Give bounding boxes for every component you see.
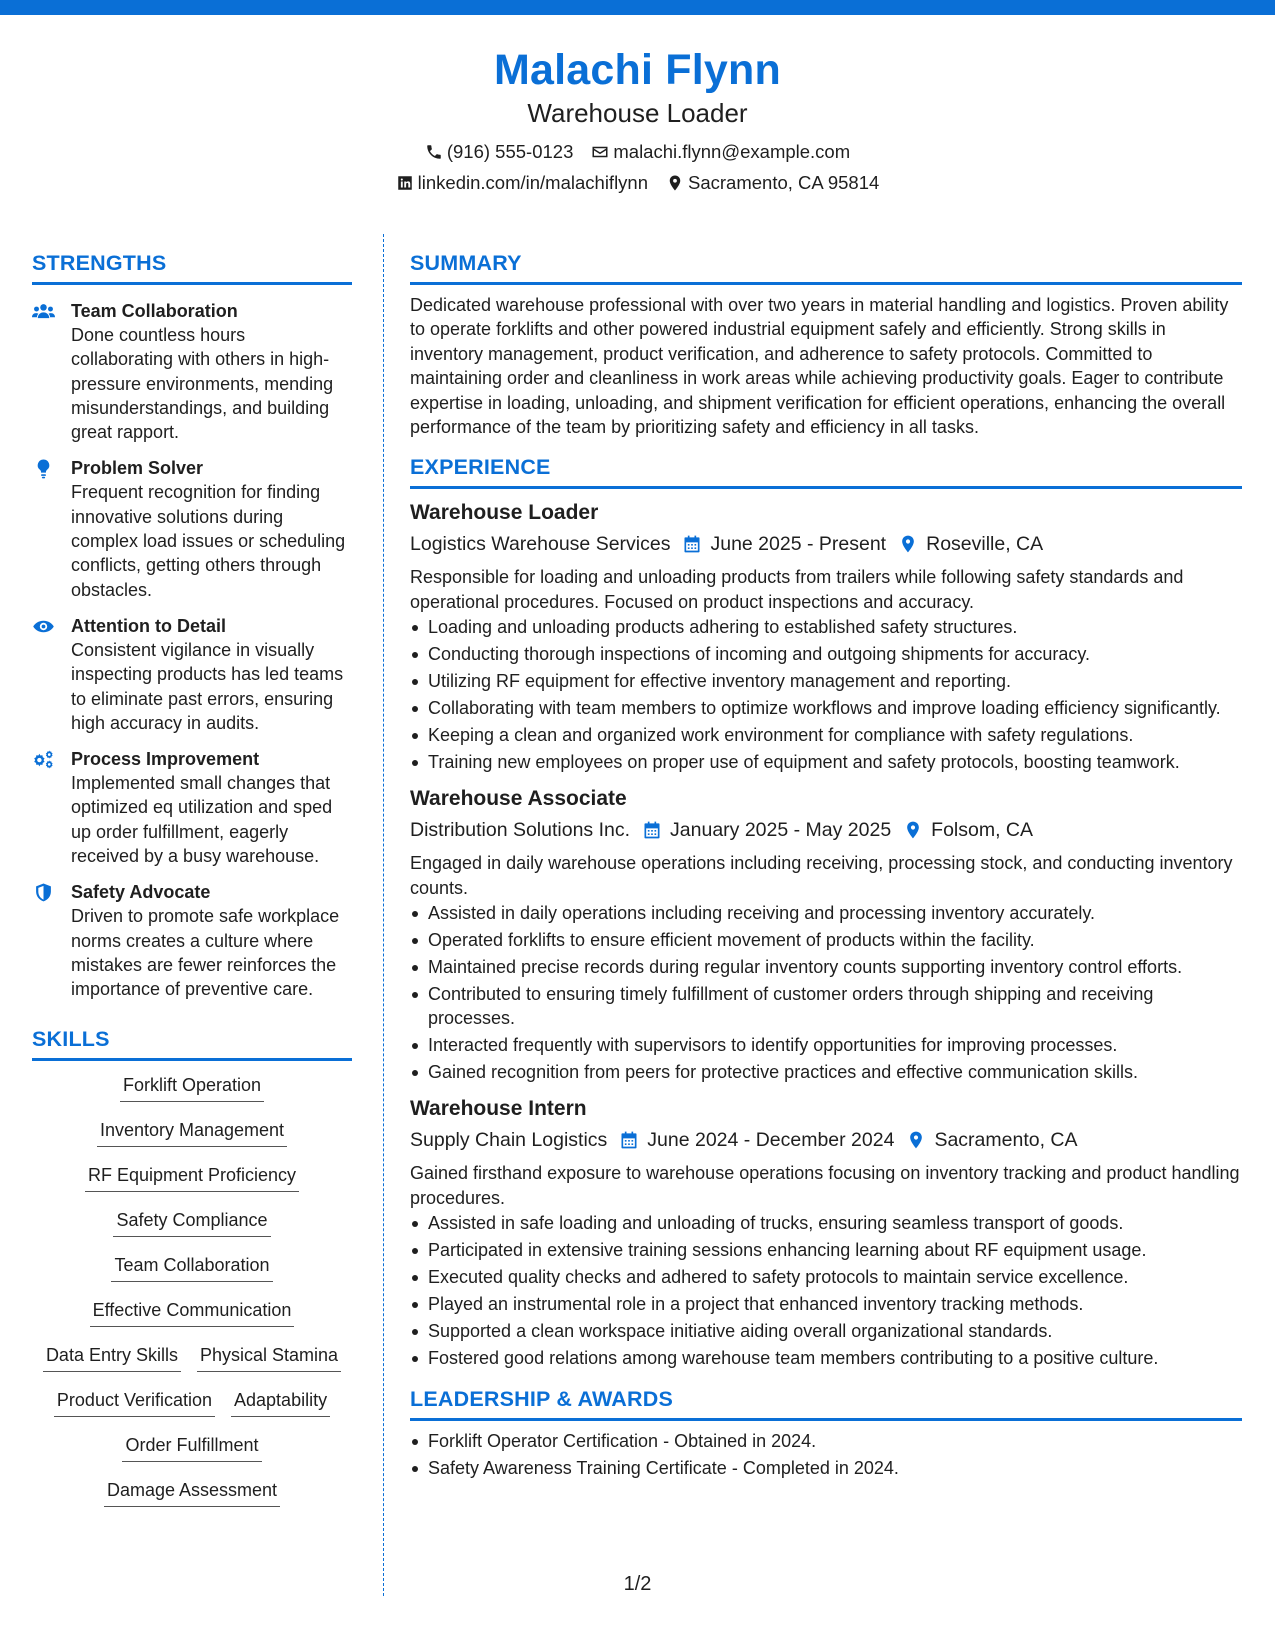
lightbulb-icon: [32, 458, 55, 479]
strength-item: [32, 456, 352, 601]
experience-heading: EXPERIENCE: [410, 452, 1242, 489]
strength-item: [32, 614, 352, 735]
email-text: malachi.flynn@example.com: [613, 141, 851, 162]
team-icon: [32, 301, 55, 322]
bullet-item: Gained recognition from peers for protective practices and effective communication skills.: [410, 1060, 1242, 1084]
leadership-list: [410, 1429, 1242, 1480]
phone-contact: [425, 140, 574, 164]
skill-tag: Forklift Operation: [120, 1073, 264, 1102]
linkedin-contact[interactable]: [396, 171, 648, 195]
right-column: [410, 248, 1242, 1483]
strength-desc: Consistent vigilance in visually inspecting products has led teams to eliminate past errors, ensuring high accuracy in audits.: [71, 639, 344, 733]
skill-row: [32, 1343, 352, 1388]
phone-icon: [425, 143, 443, 161]
job-location: Roseville, CA: [926, 533, 1044, 556]
summary-text: Dedicated warehouse professional with over two years in material handling and logistics. Proven ability to operate forklifts and other powered industrial equipment safely and efficiently. Strong skills in inventory management, product verification, and adherence to safety protocols. Committed to maintaining order and cleanliness in work areas while achieving productivity goals. Eager to contribute expertise in loading, unloading, and shipment verification for efficient operations, enhancing the overall performance of the team by prioritizing safety and efficiency in all tasks.: [410, 295, 1229, 438]
calendar-icon: [642, 820, 662, 840]
phone-text: (916) 555-0123: [446, 141, 574, 162]
strengths-list: [32, 299, 352, 1002]
summary-heading: SUMMARY: [410, 248, 1242, 285]
strength-title: Attention to Detail: [71, 615, 226, 636]
bullet-item: Safety Awareness Training Certificate - Completed in 2024.: [410, 1456, 1242, 1480]
job-description: Engaged in daily warehouse operations including receiving, processing stock, and conducting inventory counts.: [410, 853, 1233, 898]
skill-tag: RF Equipment Proficiency: [85, 1163, 299, 1192]
bullet-item: Participated in extensive training sessions enhancing learning about RF equipment usage.: [410, 1238, 1242, 1262]
skill-row: [32, 1478, 352, 1523]
top-accent-bar: [0, 0, 1275, 15]
skill-row: [32, 1118, 352, 1163]
envelope-icon: [591, 143, 609, 161]
linkedin-text: linkedin.com/in/malachiflynn: [417, 172, 649, 193]
location-contact: [666, 171, 879, 195]
linkedin-icon: [396, 174, 414, 192]
strength-desc: Done countless hours collaborating with others in high-pressure environments, mending misunderstandings, and building great rapport.: [71, 325, 334, 443]
bullet-item: Supported a clean workspace initiative aiding overall organizational standards.: [410, 1319, 1242, 1343]
bullet-item: Collaborating with team members to optimize workflows and improve loading efficiency significantly.: [410, 696, 1242, 720]
skill-tag: Team Collaboration: [111, 1253, 272, 1282]
bullet-item: Keeping a clean and organized work environment for compliance with safety regulations.: [410, 723, 1242, 747]
email-contact[interactable]: [591, 140, 850, 164]
skill-tag: Adaptability: [231, 1388, 330, 1417]
skill-tag: Damage Assessment: [104, 1478, 280, 1507]
job-dates: June 2025 - Present: [710, 533, 887, 556]
job-role: Warehouse Associate: [410, 787, 627, 811]
job-description: Gained firsthand exposure to warehouse operations focusing on inventory tracking and product handling procedures.: [410, 1163, 1240, 1208]
skill-tag: Physical Stamina: [197, 1343, 341, 1372]
leadership-heading: LEADERSHIP & AWARDS: [410, 1384, 1242, 1421]
strengths-heading: STRENGTHS: [32, 248, 352, 285]
strength-desc: Driven to promote safe workplace norms creates a culture where mistakes are fewer reinforces the importance of preventive care.: [71, 906, 340, 1000]
strength-desc: Implemented small changes that optimized eq utilization and sped up order fulfillment, eagerly received by a busy warehouse.: [71, 773, 333, 867]
bullet-item: Maintained precise records during regular inventory counts supporting inventory control efforts.: [410, 955, 1242, 979]
contact-row-1: [0, 140, 1275, 164]
shield-icon: [32, 882, 55, 903]
map-pin-icon: [903, 820, 923, 840]
job-company: Supply Chain Logistics: [410, 1129, 608, 1152]
job-entry: [410, 784, 1242, 1084]
job-bullets: [410, 615, 1242, 774]
job-description: Responsible for loading and unloading products from trailers while following safety standards and operational procedures. Focused on product inspections and accuracy.: [410, 567, 1184, 612]
candidate-name: Malachi Flynn: [494, 46, 781, 94]
job-meta: [410, 815, 1242, 845]
skill-tag: Order Fulfillment: [122, 1433, 261, 1462]
calendar-icon: [682, 534, 702, 554]
map-pin-icon: [898, 534, 918, 554]
bullet-item: Assisted in daily operations including receiving and processing inventory accurately.: [410, 901, 1242, 925]
job-entry: [410, 498, 1242, 774]
job-meta: [410, 1125, 1242, 1155]
job-location: Folsom, CA: [931, 819, 1034, 842]
job-role: Warehouse Loader: [410, 501, 599, 525]
skill-row: [32, 1208, 352, 1253]
bullet-item: Loading and unloading products adhering to established safety structures.: [410, 615, 1242, 639]
bullet-item: Assisted in safe loading and unloading of trucks, ensuring seamless transport of goods.: [410, 1211, 1242, 1235]
page-number: 1/2: [623, 1573, 652, 1595]
column-divider: [383, 234, 384, 1596]
bullet-item: Fostered good relations among warehouse team members contributing to a positive culture.: [410, 1346, 1242, 1370]
job-dates: January 2025 - May 2025: [670, 819, 892, 842]
eye-icon: [32, 616, 55, 637]
skill-tag: Inventory Management: [97, 1118, 287, 1147]
map-pin-icon: [906, 1130, 926, 1150]
strength-item: [32, 747, 352, 868]
job-company: Distribution Solutions Inc.: [410, 819, 631, 842]
skill-row: [32, 1073, 352, 1118]
bullet-item: Contributed to ensuring timely fulfillment of customer orders through shipping and receiving processes.: [410, 982, 1242, 1031]
bullet-item: Played an instrumental role in a project that enhanced inventory tracking methods.: [410, 1292, 1242, 1316]
bullet-item: Forklift Operator Certification - Obtained in 2024.: [410, 1429, 1242, 1453]
job-dates: June 2024 - December 2024: [647, 1129, 895, 1152]
job-bullets: [410, 901, 1242, 1084]
candidate-title: Warehouse Loader: [527, 98, 748, 128]
strength-item: [32, 299, 352, 444]
strength-item: [32, 880, 352, 1001]
calendar-icon: [619, 1130, 639, 1150]
gears-icon: [32, 749, 55, 770]
bullet-item: Executed quality checks and adhered to safety protocols to maintain service excellence.: [410, 1265, 1242, 1289]
job-entry: [410, 1094, 1242, 1370]
job-location: Sacramento, CA: [934, 1129, 1078, 1152]
bullet-item: Interacted frequently with supervisors to identify opportunities for improving processes.: [410, 1033, 1242, 1057]
skill-row: [32, 1433, 352, 1478]
skill-row: [32, 1298, 352, 1343]
strength-title: Process Improvement: [71, 749, 260, 770]
bullet-item: Conducting thorough inspections of incoming and outgoing shipments for accuracy.: [410, 642, 1242, 666]
map-pin-icon: [666, 174, 684, 192]
bullet-item: Utilizing RF equipment for effective inventory management and reporting.: [410, 669, 1242, 693]
skill-row: [32, 1388, 352, 1433]
contact-row-2: [0, 171, 1275, 195]
skill-tag: Product Verification: [54, 1388, 215, 1417]
job-role: Warehouse Intern: [410, 1097, 587, 1121]
bullet-item: Operated forklifts to ensure efficient movement of products within the facility.: [410, 928, 1242, 952]
job-meta: [410, 529, 1242, 559]
job-bullets: [410, 1211, 1242, 1370]
strength-title: Problem Solver: [71, 458, 204, 479]
resume-header: [0, 44, 1275, 195]
skill-row: [32, 1253, 352, 1298]
skills-list: [32, 1073, 352, 1523]
job-company: Logistics Warehouse Services: [410, 533, 671, 556]
location-text: Sacramento, CA 95814: [688, 172, 880, 193]
skill-tag: Effective Communication: [90, 1298, 295, 1327]
strength-desc: Frequent recognition for finding innovative solutions during complex load issues or scheduling conflicts, getting others through obstacles.: [71, 482, 346, 600]
skill-row: [32, 1163, 352, 1208]
skill-tag: Safety Compliance: [113, 1208, 270, 1237]
left-column: [32, 248, 352, 1523]
strength-title: Safety Advocate: [71, 882, 211, 903]
bullet-item: Training new employees on proper use of equipment and safety protocols, boosting teamwork.: [410, 750, 1242, 774]
skills-heading: SKILLS: [32, 1024, 352, 1061]
strength-title: Team Collaboration: [71, 301, 238, 321]
skill-tag: Data Entry Skills: [43, 1343, 181, 1372]
